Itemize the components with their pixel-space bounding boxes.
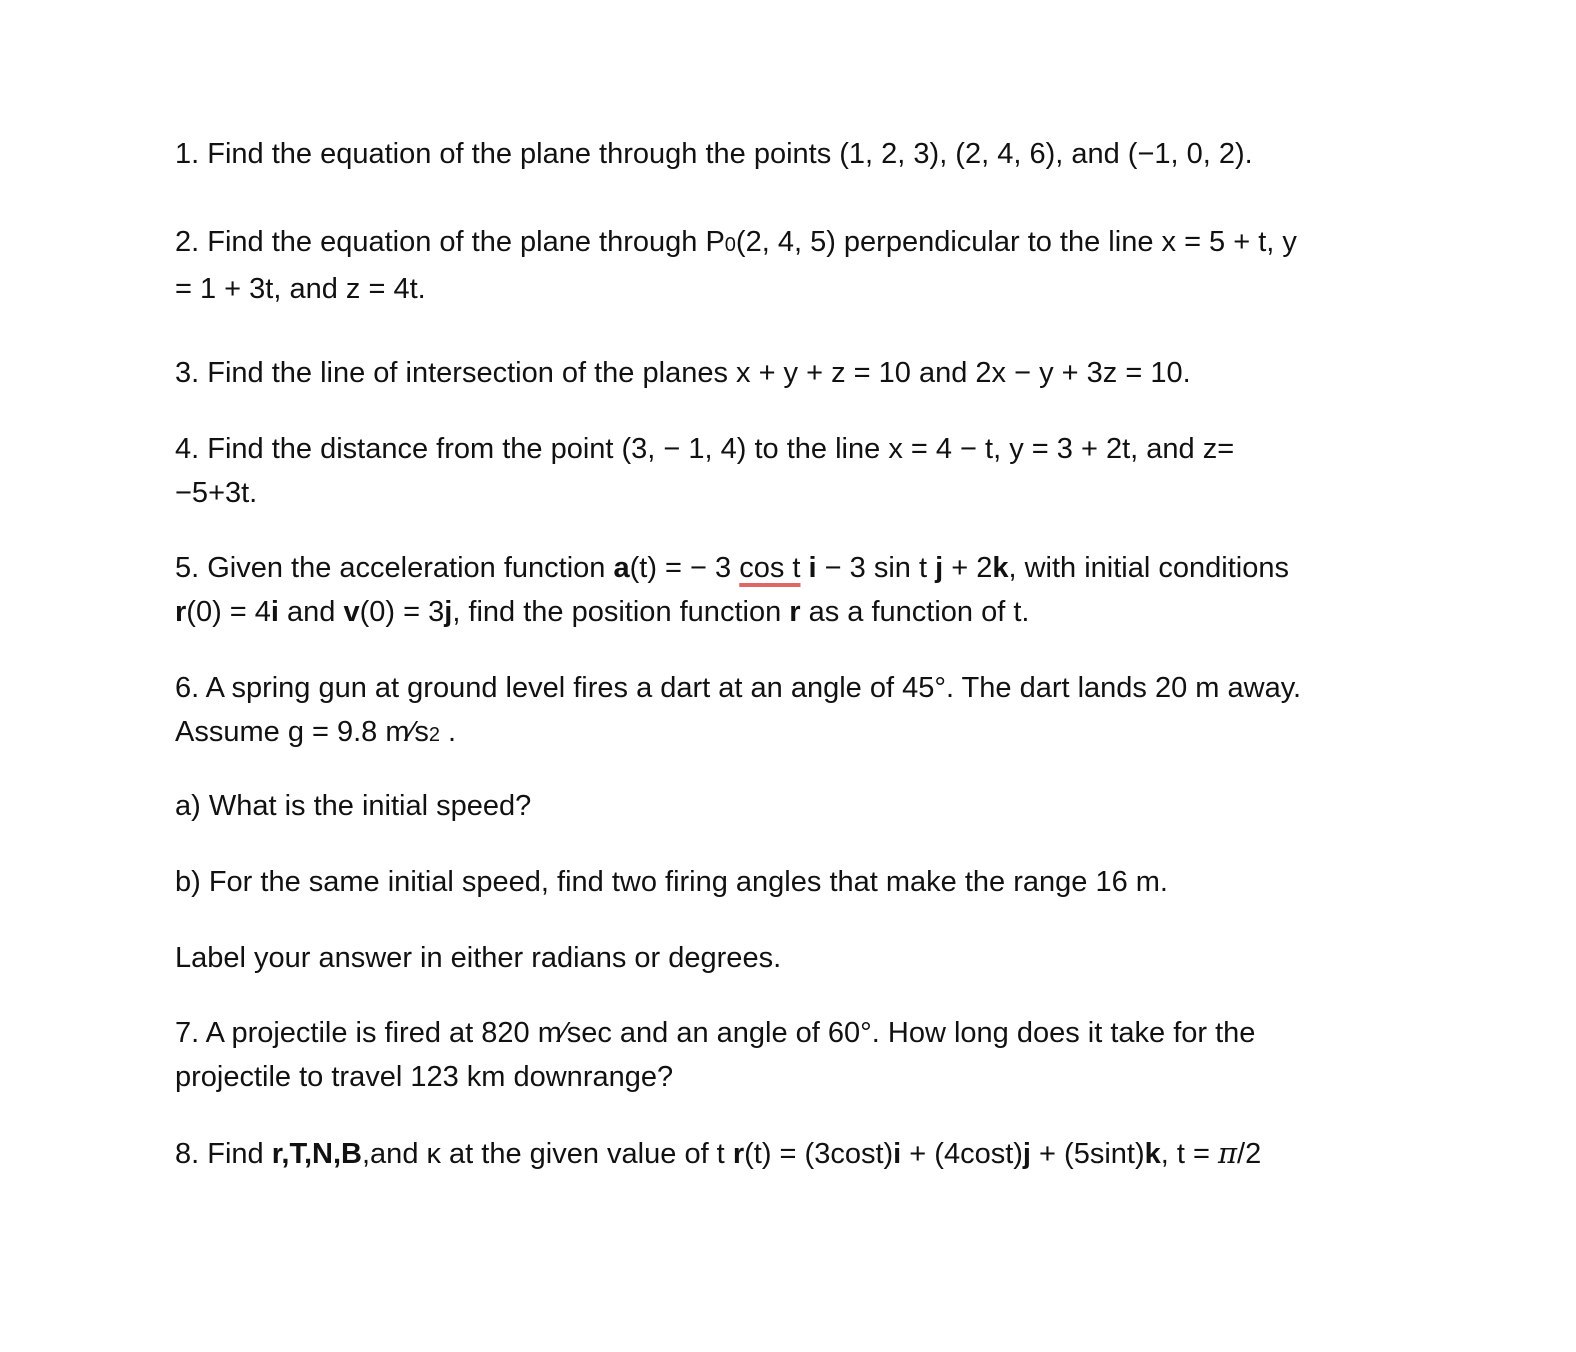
- question-4-line-2: −5+3t.: [175, 477, 258, 509]
- question-6: [175, 666, 1435, 757]
- question-7-line-1: 7. A projectile is fired at 820 m⁄sec and an angle of 60°. How long does it take for the: [175, 1017, 1256, 1049]
- question-2: [175, 220, 1435, 311]
- spellcheck-underline[interactable]: cos t: [739, 552, 801, 584]
- question-6-line-1: 6. A spring gun at ground level fires a dart at an angle of 45°. The dart lands 20 m away.: [175, 672, 1302, 704]
- question-2-line-1: 2. Find the equation of the plane through P0(2, 4, 5) perpendicular to the line x = 5 + t, y: [175, 226, 1297, 258]
- question-3-text: 3. Find the line of intersection of the planes x + y + z = 10 and 2x − y + 3z = 10.: [175, 357, 1191, 389]
- question-1-text: 1. Find the equation of the plane through the points (1, 2, 3), (2, 4, 6), and (−1, 0, 2).: [175, 138, 1253, 170]
- question-3: [175, 351, 1435, 395]
- question-2-line-2: = 1 + 3t, and z = 4t.: [175, 273, 426, 305]
- question-6-note: Label your answer in either radians or degrees.: [175, 942, 782, 974]
- question-1: [175, 132, 1435, 176]
- question-5: [175, 546, 1435, 634]
- question-6a: a) What is the initial speed?: [175, 790, 532, 822]
- question-5-line-2: r(0) = 4i and v(0) = 3j, find the position function r as a function of t.: [175, 596, 1030, 628]
- question-8: 8. Find r,T,N,B,and κ at the given value of t r(t) = (3cost)i + (4cost)j + (5sint)k, t = π/2: [175, 1136, 1262, 1170]
- question-6b: b) For the same initial speed, find two firing angles that make the range 16 m.: [175, 866, 1168, 898]
- question-7-line-2: projectile to travel 123 km downrange?: [175, 1061, 674, 1093]
- question-5-line-1: 5. Given the acceleration function a(t) = − 3 cos t i − 3 sin t j + 2k, with initial conditions: [175, 552, 1289, 584]
- question-7: [175, 1011, 1435, 1099]
- question-6-line-2: Assume g = 9.8 m⁄s2 .: [175, 716, 457, 748]
- question-4-line-1: 4. Find the distance from the point (3, − 1, 4) to the line x = 4 − t, y = 3 + 2t, and z=: [175, 433, 1235, 465]
- question-4: [175, 427, 1435, 515]
